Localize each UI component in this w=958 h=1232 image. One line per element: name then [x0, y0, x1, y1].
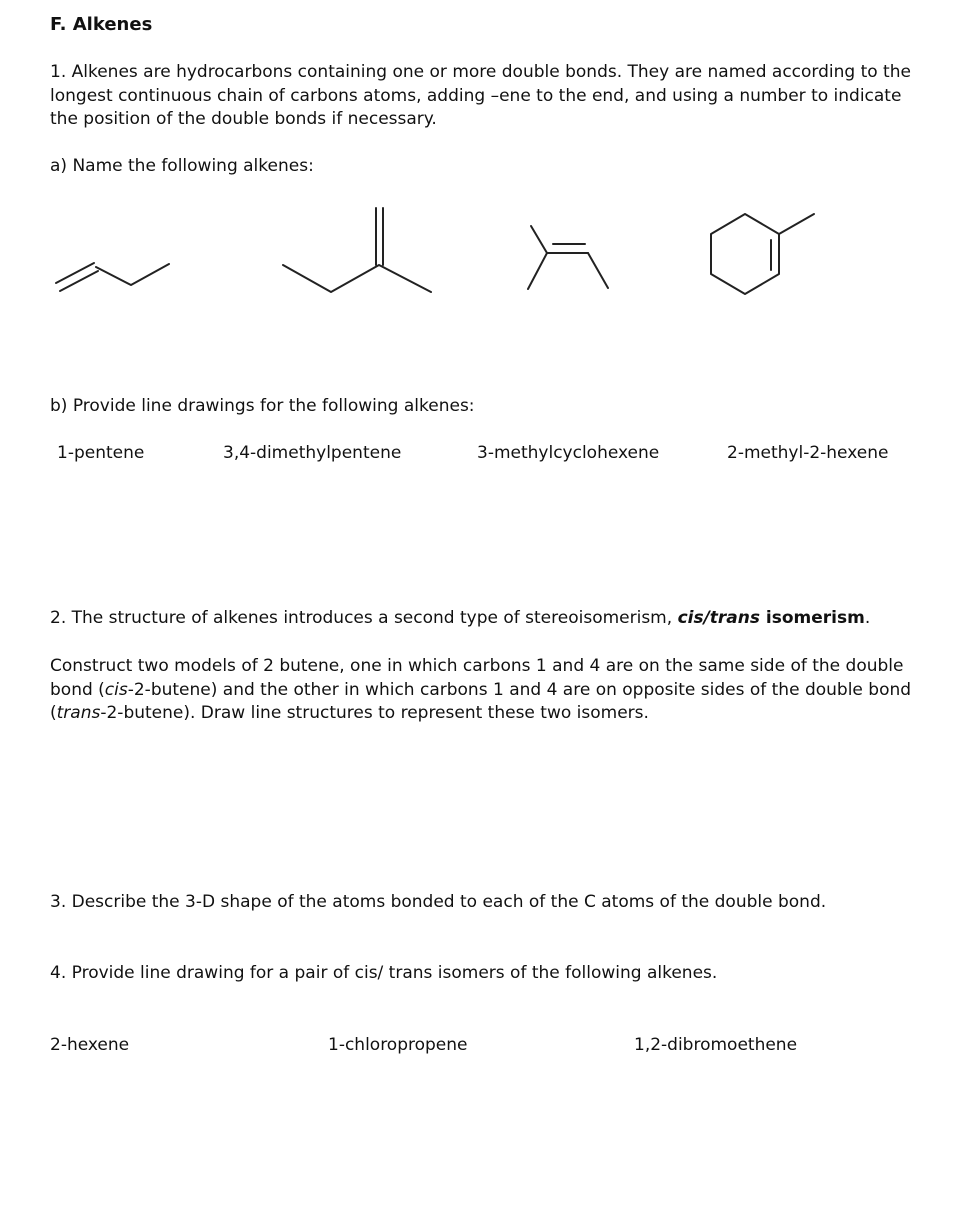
q1b-prompt: b) Provide line drawings for the following alkenes: — [50, 396, 475, 416]
section-title: F. Alkenes — [50, 14, 153, 35]
q2-paragraph: Construct two models of 2 butene, one in which carbons 1 and 4 are on the same side of the double bond (cis-2-butene) and the other in which carbons 1 and 4 are on opposite sides of the double bond (trans-2-butene). Draw line structures to represent these two isomers. — [50, 656, 912, 723]
structure-1-butene — [56, 263, 169, 291]
q1b-item: 1-pentene — [57, 443, 145, 463]
structure-2-methyl-1-butene — [283, 208, 431, 292]
q4-item: 1-chloropropene — [328, 1035, 468, 1055]
q1-text: 1. Alkenes are hydrocarbons containing one or more double bonds. They are named according to the longest continuous chain of carbons atoms, adding –ene to the end, and using a number to indicate the position of the double bonds if necessary. — [50, 62, 911, 129]
structure-2-methyl-2-butene — [528, 226, 608, 289]
q1b-item: 3-methylcyclohexene — [477, 443, 660, 463]
q1b-item: 3,4-dimethylpentene — [223, 443, 402, 463]
q4-item: 2-hexene — [50, 1035, 130, 1055]
q2-intro: 2. The structure of alkenes introduces a second type of stereoisomerism, cis/trans isomerism. — [50, 608, 871, 628]
q4-text: 4. Provide line drawing for a pair of cis/ trans isomers of the following alkenes. — [50, 963, 718, 983]
q4-item: 1,2-dibromoethene — [634, 1035, 798, 1055]
structure-1-methylcyclohexene — [711, 214, 814, 294]
q1b-item: 2-methyl-2-hexene — [727, 443, 889, 463]
alkene-structures — [0, 0, 958, 320]
q1a-prompt: a) Name the following alkenes: — [50, 156, 314, 176]
q3-text: 3. Describe the 3-D shape of the atoms bonded to each of the C atoms of the double bond. — [50, 892, 827, 912]
